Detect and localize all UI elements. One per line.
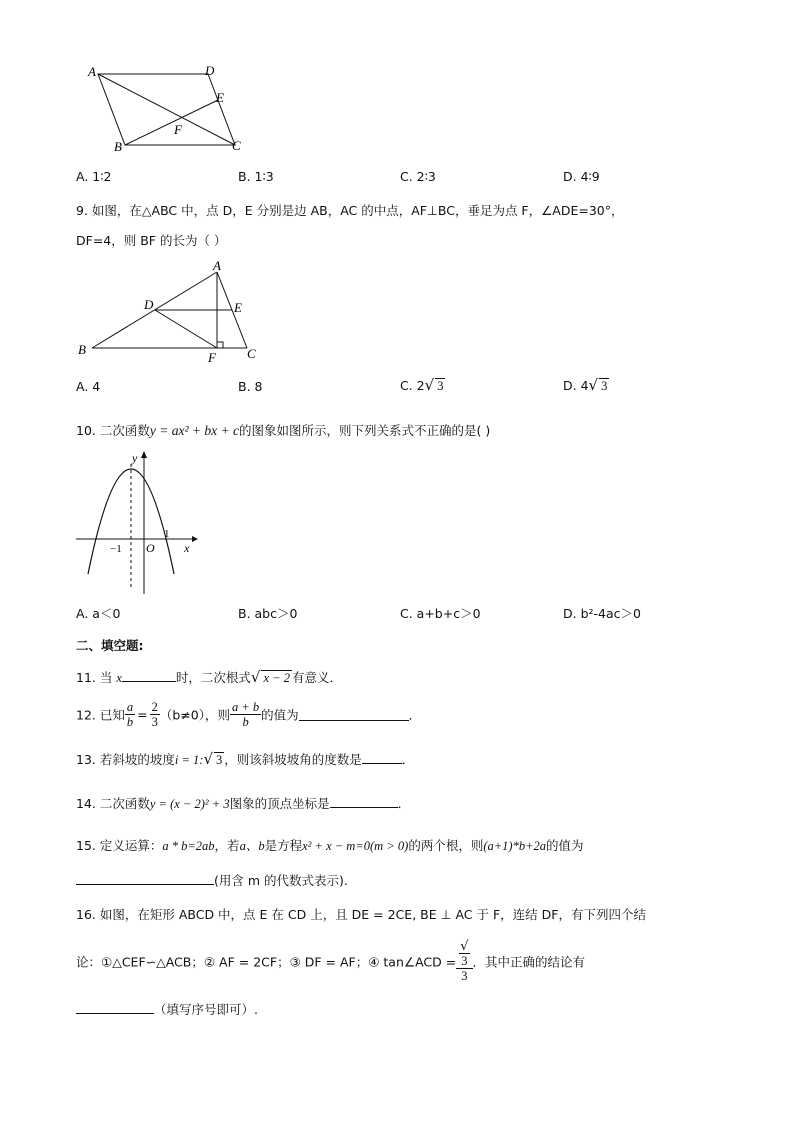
q14-question [76, 794, 410, 812]
q8-option-d[interactable]: D. 4∶9 [563, 169, 600, 184]
q8-label-f: F [174, 122, 182, 137]
q12-fraction-ab-b: $\frac{a + b}{b}$ [231, 700, 260, 729]
q8-label-d: D [205, 63, 215, 78]
q9-option-c-prefix: C. 2 [400, 378, 425, 393]
q10-suffix: 的图象如图所示，则下列关系式不正确的是( ) [238, 423, 491, 438]
q10-question [76, 421, 490, 439]
q9-question-line2: DF=4，则 BF 的长为（ ） [76, 233, 227, 248]
q9-option-c[interactable]: C. 2√ 3 [400, 376, 444, 394]
q9-option-d-radicand: 3 [601, 379, 608, 393]
q12-suffix: 的值为 [261, 707, 299, 723]
q11-suffix: 有意义． [291, 670, 342, 685]
q9-option-d[interactable]: D. 4√ 3 [563, 376, 608, 394]
q12-end: ． [408, 707, 422, 723]
q11-var: x [116, 671, 122, 685]
q15-question-line2 [76, 871, 348, 889]
q15-answer-blank[interactable] [76, 872, 214, 885]
q9-label-e: E [234, 300, 242, 315]
q15-question-line1 [76, 836, 584, 854]
q10-x-axis-label: x [184, 541, 190, 555]
q10-y-axis-label: y [132, 451, 138, 465]
q9-label-a: A [213, 258, 221, 273]
q12-equals: = [137, 707, 148, 722]
q11-mid: 时，二次根式 [175, 670, 251, 685]
q10-parabola-graph [72, 448, 202, 598]
q15-text-d: 的两个根，则 [408, 838, 484, 853]
q16-fraction-sqrt3-over-3: √ 3 3 [456, 940, 472, 983]
q12-prefix: 12. 已知 [76, 707, 125, 723]
q10-prefix: 10. 二次函数 [76, 423, 150, 438]
q16-question-line1: 16. 如图，在矩形 ABCD 中，点 E 在 CD 上，且 DE = 2CE, BE ⊥ AC 于 F，连结 DF，有下列四个结 [76, 907, 646, 922]
q8-label-c: C [232, 138, 241, 153]
q12-question [76, 700, 421, 729]
q14-suffix: 图象的顶点坐标是 [229, 796, 330, 811]
q12-answer-blank[interactable] [299, 708, 409, 721]
q10-formula: y = ax² + bx + c [149, 423, 239, 438]
q9-option-b[interactable]: B. 8 [238, 379, 263, 394]
q13-radicand: 3 [216, 753, 223, 767]
q8-label-e: E [216, 90, 224, 105]
q10-option-c[interactable]: C. a+b+c＞0 [400, 606, 481, 621]
q9-label-f: F [208, 350, 216, 365]
q14-expr: y = (x − 2)² + 3 [149, 797, 230, 811]
q16-line2-b: ．其中正确的结论有 [472, 954, 586, 970]
q12-fraction-2-3: $\frac{2}{3}$ [151, 700, 158, 729]
q9-label-d: D [144, 297, 154, 312]
q13-prefix: 13. 若斜坡的坡度 [76, 752, 175, 767]
q16-line3-text: （填写序号即可）. [154, 1002, 258, 1017]
q10-option-a[interactable]: A. a＜0 [76, 606, 121, 621]
q11-answer-blank[interactable] [122, 669, 176, 682]
q14-answer-blank[interactable] [330, 795, 398, 808]
q10-option-d[interactable]: D. b²-4ac＞0 [563, 606, 641, 621]
q16-question-line2 [76, 940, 585, 983]
q11-radicand: x − 2 [263, 671, 290, 685]
q12-fraction-a-b: $\frac{a}{b}$ [126, 700, 134, 729]
q9-label-c: C [247, 346, 256, 361]
q13-answer-blank[interactable] [362, 751, 402, 764]
q11-prefix: 11. 当 [76, 670, 113, 685]
q8-label-b: B [114, 139, 122, 154]
section-heading-fill-in: 二、填空题: [76, 638, 144, 653]
q16-line2-a: 论：①△CEF∽△ACB；② AF = 2CF；③ DF = AF；④ tan∠ACD = [76, 954, 457, 970]
q15-expression: (a+1)*b+2a [483, 839, 547, 853]
q16-answer-blank[interactable] [76, 1001, 154, 1014]
q14-end: ． [397, 796, 411, 811]
q15-text-b: ，若 [214, 838, 240, 853]
q13-suffix: ，则该斜坡坡角的度数是 [224, 752, 362, 767]
q9-label-b: B [78, 342, 86, 357]
q15-equation: x² + x − m=0(m > 0) [302, 839, 409, 853]
q9-triangle-figure [72, 258, 272, 368]
q9-question-line1: 9. 如图，在△ABC 中，点 D，E 分别是边 AB，AC 的中点，AF⊥BC，垂足为点 F，∠ADE=30°， [76, 203, 624, 218]
q9-option-a[interactable]: A. 4 [76, 379, 101, 394]
q15-operation: a * b=2ab [162, 839, 215, 853]
q15-line2-text: (用含 m 的代数式表示). [214, 873, 348, 888]
q8-parallelogram-figure [80, 60, 260, 160]
q13-question: 13. 若斜坡的坡度i = 1:√ 3 ，则该斜坡坡角的度数是 ． [76, 750, 415, 768]
q9-option-c-radicand: 3 [437, 379, 444, 393]
q13-expr: i = 1: [174, 753, 204, 767]
q10-neg-one-label: −1 [110, 543, 122, 555]
q10-option-b[interactable]: B. abc＞0 [238, 606, 298, 621]
q15-text-c: 是方程 [264, 838, 303, 853]
q8-option-c[interactable]: C. 2∶3 [400, 169, 436, 184]
q8-option-b[interactable]: B. 1∶3 [238, 169, 274, 184]
q10-one-label: 1 [164, 528, 170, 540]
q15-text-e: 的值为 [546, 838, 584, 853]
q9-option-d-prefix: D. 4 [563, 378, 589, 393]
q11-question: 11. 当 x 时，二次根式√ x − 2 有意义． [76, 668, 342, 686]
q8-option-a[interactable]: A. 1∶2 [76, 169, 112, 184]
q15-text-a: 15. 定义运算： [76, 838, 163, 853]
q8-label-a: A [88, 64, 96, 79]
q12-condition: （b≠0），则 [159, 707, 230, 723]
q14-prefix: 14. 二次函数 [76, 796, 150, 811]
q13-end: ． [401, 752, 415, 767]
q15-ab: a、b [239, 839, 265, 853]
q10-origin-label: O [146, 541, 155, 555]
q16-question-line3 [76, 1000, 258, 1018]
